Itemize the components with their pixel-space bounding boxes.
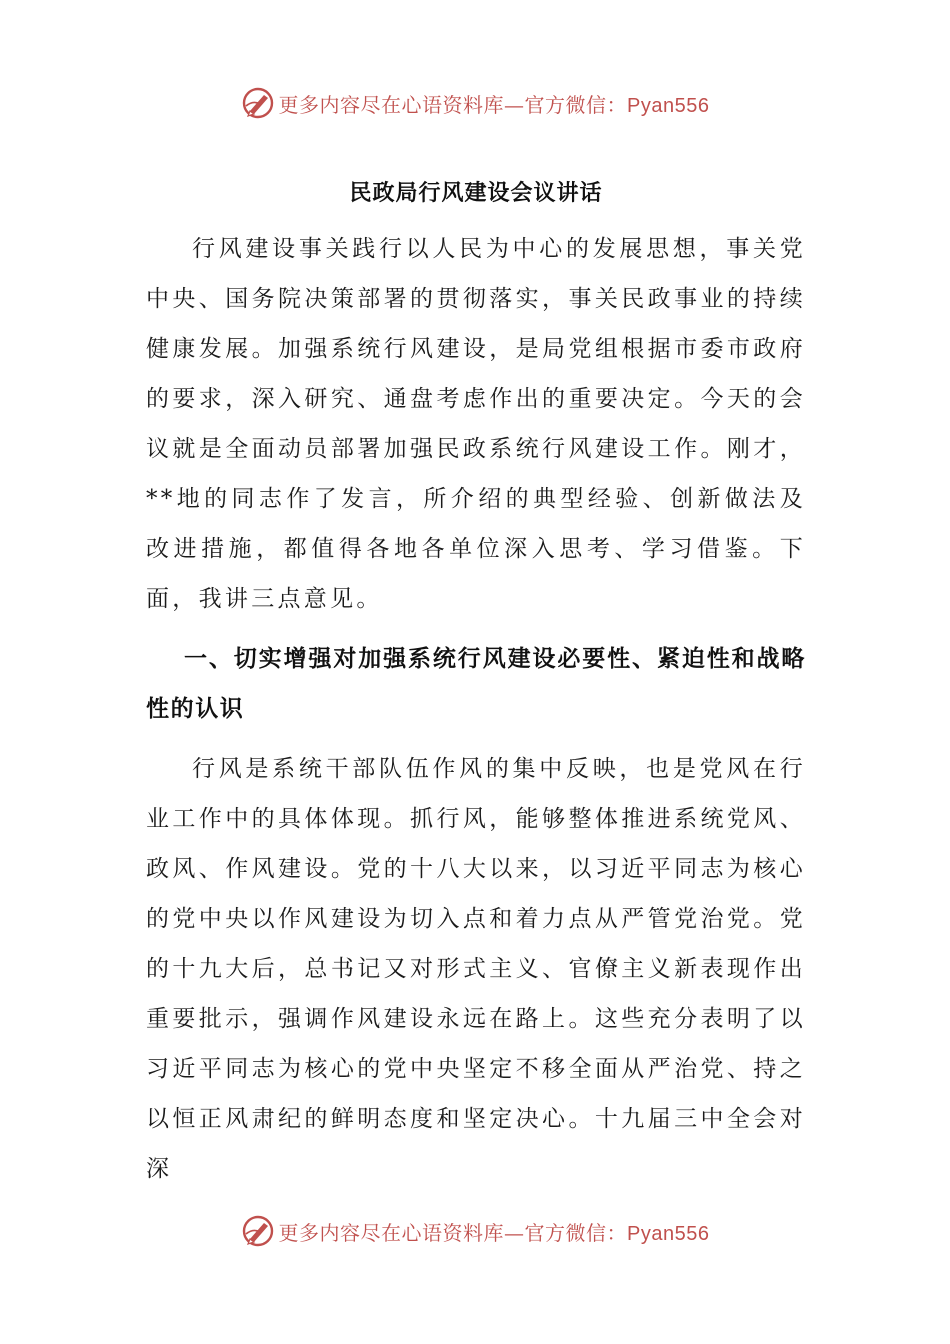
- document-title: 民政局行风建设会议讲话: [349, 180, 603, 206]
- wechat-id: Pyan556: [627, 1222, 710, 1245]
- wechat-id: Pyan556: [627, 94, 710, 117]
- footer-watermark: [0, 1211, 950, 1251]
- paragraph-intro: 行风建设事关践行以人民为中心的发展思想，事关党中央、国务院决策部署的贯彻落实，事关民政事业的持续健康发展。加强系统行风建设，是局党组根据市委市政府的要求，深入研究、通盘考虑作出的重要决定。今天的会议就是全面动员部署加强民政系统行风建设工作。刚才，**地的同志作了发言，所介绍的典型经验、创新做法及改进措施，都值得各地各单位深入思考、学习借鉴。下面，我讲三点意见。: [146, 236, 806, 612]
- header-watermark: [0, 83, 950, 123]
- paragraph-section-1: 行风是系统干部队伍作风的集中反映，也是党风在行业工作中的具体体现。抓行风，能够整体推进系统党风、政风、作风建设。党的十八大以来，以习近平同志为核心的党中央以作风建设为切入点和着力点从严管党治党。党的十九大后，总书记又对形式主义、官僚主义新表现作出重要批示，强调作风建设永远在路上。这些充分表明了以习近平同志为核心的党中央坚定不移全面从严治党、持之以恒正风肃纪的鲜明态度和坚定决心。十九届三中全会对深: [146, 756, 806, 1182]
- section-heading-1: 一、切实增强对加强系统行风建设必要性、紧迫性和战略性的认识: [146, 645, 806, 722]
- pen-logo-icon: [241, 1214, 275, 1248]
- watermark-text: 更多内容尽在心语资料库—官方微信：Pyan556: [278, 1220, 710, 1245]
- document-body: [146, 168, 806, 1194]
- watermark-text: 更多内容尽在心语资料库—官方微信：Pyan556: [278, 92, 710, 117]
- pen-logo-icon: [241, 86, 275, 120]
